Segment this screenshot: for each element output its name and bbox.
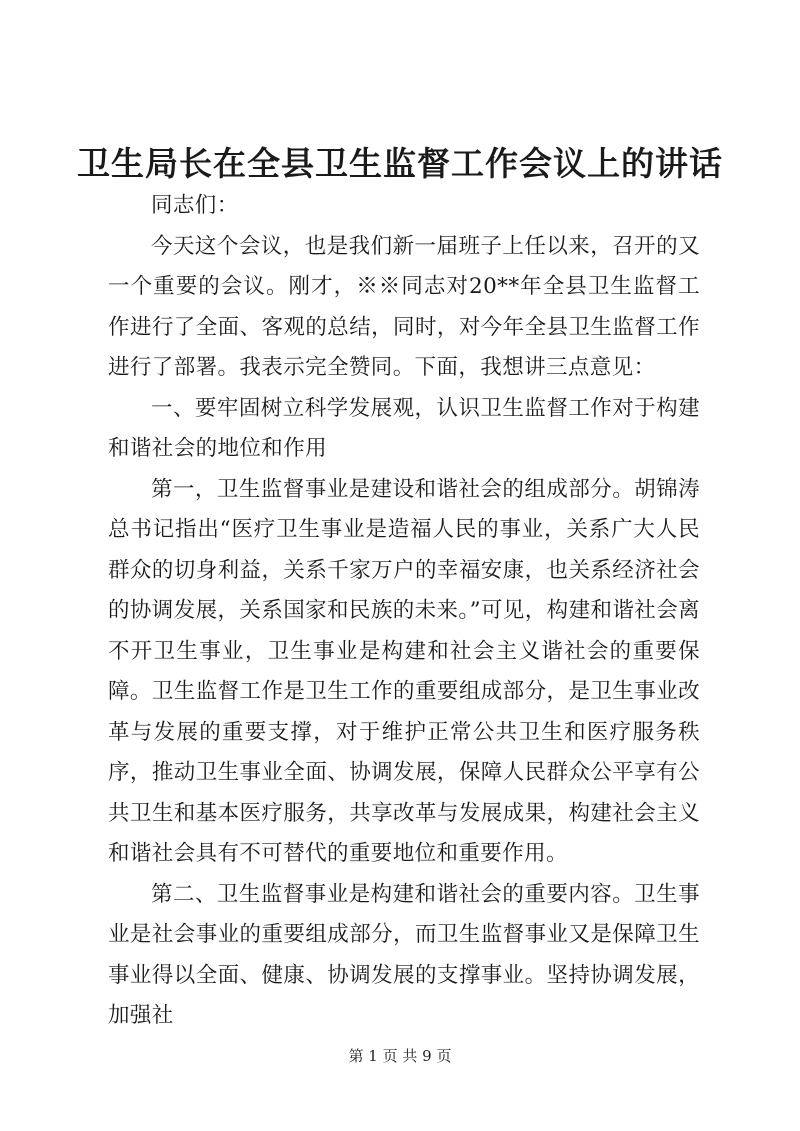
first-point-paragraph: 第一，卫生监督事业是建设和谐社会的组成部分。胡锦涛总书记指出“医疗卫生事业是造福人民的事业，关系广大人民群众的切身利益，关系千家万户的幸福安康，也关系经济社会的协调发展，关系国家和民族的未来。”可见，构建和谐社会离不开卫生事业，卫生事业是构建和社会主义谐社会的重要保障。卫生监督工作是卫生工作的重要组成部分，是卫生事业改革与发展的重要支撑，对于维护正常公共卫生和医疗服务秩序，推动卫生事业全面、协调发展，保障人民群众公平享有公共卫生和基本医疗服务，共享改革与发展成果，构建社会主义和谐社会具有不可替代的重要地位和重要作用。 <box>108 476 700 866</box>
document-body <box>108 186 700 1037</box>
page-footer: 第 1 页 共 9 页 <box>348 1047 452 1065</box>
intro-paragraph: 今天这个会议，也是我们新一届班子上任以来，召开的又一个重要的会议。刚才，※※同志对20**年全县卫生监督工作进行了全面、客观的总结，同时，对今年全县卫生监督工作进行了部署。我表示完全赞同。下面，我想讲三点意见： <box>108 233 700 380</box>
second-point-paragraph: 第二、卫生监督事业是构建和谐社会的重要内容。卫生事业是社会事业的重要组成部分，而卫生监督事业又是保障卫生事业得以全面、健康、协调发展的支撑事业。坚持协调发展，加强社 <box>108 881 700 1028</box>
document-title: 卫生局长在全县卫生监督工作会议上的讲话 <box>77 144 723 183</box>
section-heading-paragraph: 一、要牢固树立科学发展观，认识卫生监督工作对于构建和谐社会的地位和作用 <box>108 395 700 461</box>
salutation-paragraph: 同志们： <box>151 193 239 218</box>
